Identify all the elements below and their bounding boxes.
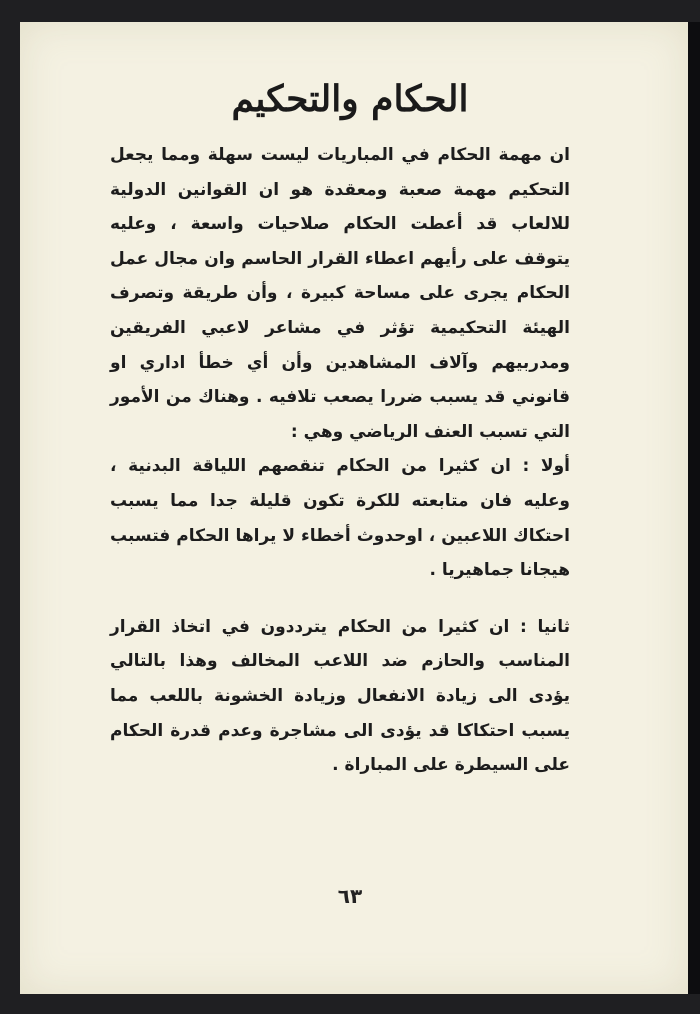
paragraph-first-point: أولا : ان كثيرا من الحكام تنقصهم اللياقة البدنية ، وعليه فان متابعته للكرة تكون قليلة جدا مما يسبب احتكاك اللاعبين ، اوحدوث أخطاء لا يراها الحكام فتسبب هيجانا جماهيريا . [110,456,570,581]
page-number: ٦٣ [337,884,363,908]
paragraph-second-point: ثانيا : ان كثيرا من الحكام يترددون في اتخاذ القرار المناسب والحازم ضد اللاعب المخالف وهذا بالتالي يؤدى الى زيادة الانفعال وزيادة الخشونة باللعب مما يسبب احتكاكا قد يؤدى الى مشاجرة وعدم قدرة الحكام على السيطرة على المباراة . [110,616,570,776]
page-body [110,138,570,783]
paragraph-intro: ان مهمة الحكام في المباريات ليست سهلة ومما يجعل التحكيم مهمة صعبة ومعقدة هو ان القوانين الدولية للالعاب قد أعطت الحكام صلاحيات واسعة ، وعليه يتوقف على رأيهم اعطاء القرار الحاسم وان مجال عمل الحكام يجرى على مساحة كبيرة ، وأن طريقة وتصرف الهيئة التحكيمية تؤثر في مشاعر لاعبي الفريقين ومدربيهم وآلاف المشاهدين وأن أي خطأ اداري او قانوني قد يسبب ضررا يصعب تلافيه . وهناك من الأمور التي تسبب العنف الرياضي وهي : [110,145,570,442]
page-title: الحكام والتحكيم [231,78,469,120]
page-edge [688,22,700,994]
